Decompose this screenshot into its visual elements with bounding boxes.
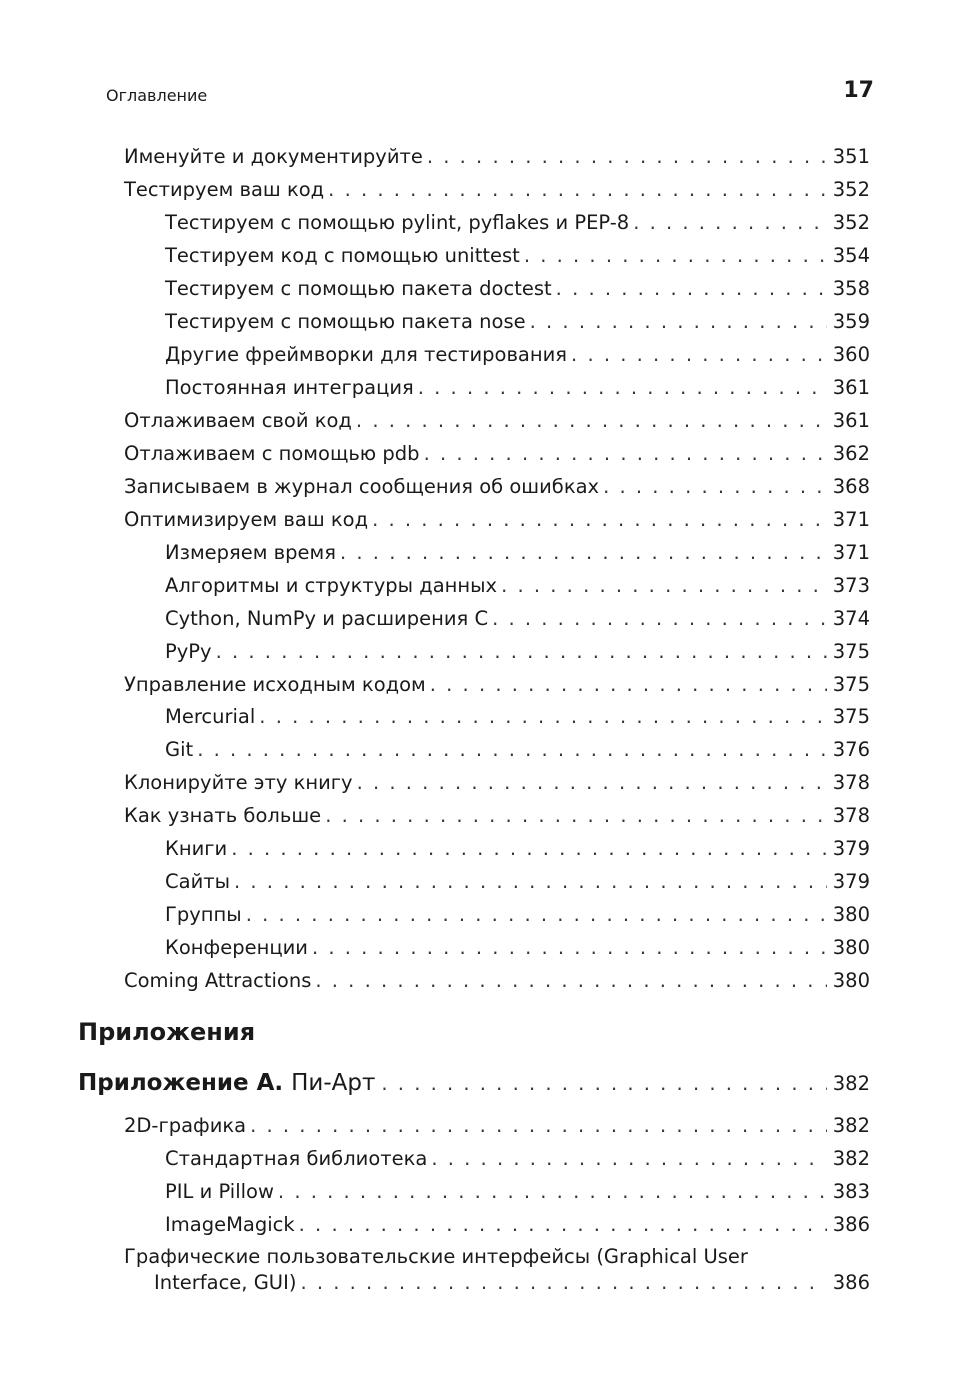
toc-entry-title: PIL и Pillow	[165, 1180, 274, 1203]
dot-leader	[231, 832, 827, 865]
toc-entry-title: Тестируем ваш код	[124, 178, 325, 201]
toc-entry-title: Тестируем с помощью pylint, pyflakes и PEP-8	[165, 211, 630, 234]
dot-leader	[325, 799, 827, 832]
dot-leader	[356, 404, 827, 437]
toc-entry	[165, 733, 870, 766]
appendix-label: Приложение А.	[78, 1070, 284, 1096]
toc-entry-page: 371	[832, 508, 870, 531]
running-title: Оглавление	[106, 86, 208, 105]
toc-entry	[124, 964, 870, 997]
toc-entry-title: Именуйте и документируйте	[124, 145, 423, 168]
toc-entry-title: Git	[165, 738, 194, 761]
toc-entry	[124, 404, 870, 437]
toc-entry	[124, 668, 870, 701]
toc-entry	[165, 1208, 870, 1241]
toc-entry	[165, 635, 870, 668]
toc-entry-title: Как узнать больше	[124, 804, 322, 827]
toc-entry-title: Стандартная библиотека	[165, 1147, 428, 1170]
toc-entry-title: Cython, NumPy и расширения C	[165, 607, 489, 630]
toc-entry-title: Управление исходным кодом	[124, 673, 426, 696]
dot-leader	[234, 865, 827, 898]
toc-entry-page: 368	[832, 475, 870, 498]
toc-entry	[165, 206, 870, 239]
toc-entry-title-line1: Графические пользовательские интерфейсы (Graphical User	[124, 1245, 748, 1268]
toc-entry-title: Клонируйте эту книгу	[124, 771, 353, 794]
dot-leader	[430, 668, 827, 701]
toc-entry	[124, 766, 870, 799]
dot-leader	[571, 338, 827, 371]
toc-entry	[165, 832, 870, 865]
toc-entry	[165, 931, 870, 964]
toc-entry	[124, 503, 870, 536]
toc-entry-title: Mercurial	[165, 705, 256, 728]
dot-leader	[197, 733, 827, 766]
toc-entry	[124, 1109, 870, 1142]
toc-entry-title: Алгоритмы и структуры данных	[165, 574, 498, 597]
toc-entry-title: Конференции	[165, 936, 308, 959]
toc-entry-page: 358	[832, 277, 870, 300]
appendix-title: Пи-Арт	[291, 1070, 376, 1096]
dot-leader	[259, 700, 826, 733]
dot-leader	[278, 1175, 827, 1208]
dot-leader	[250, 1109, 827, 1142]
dot-leader	[372, 503, 827, 536]
dot-leader	[501, 569, 827, 602]
section-heading: Приложения	[78, 1018, 256, 1046]
page-header	[106, 76, 874, 110]
toc-entry-page: 373	[832, 574, 870, 597]
toc-entry	[165, 865, 870, 898]
toc-entry-title: PyPy	[165, 640, 212, 663]
dot-leader	[603, 470, 827, 503]
toc-entry-page: 382	[832, 1147, 870, 1170]
toc-entry-page: 361	[832, 409, 870, 432]
dot-leader	[418, 371, 827, 404]
dot-leader	[556, 272, 827, 305]
toc-entry-title: Измеряем время	[165, 541, 336, 564]
dot-leader	[492, 602, 827, 635]
toc-entry-page: 360	[832, 343, 870, 366]
toc-entry-title: Тестируем с помощью пакета doctest	[165, 277, 552, 300]
dot-leader	[328, 173, 827, 206]
dot-leader	[299, 1208, 827, 1241]
dot-leader	[427, 140, 827, 173]
toc-entry	[165, 1142, 870, 1175]
page-number: 17	[843, 78, 874, 103]
appendix-entry	[78, 1070, 870, 1096]
toc-entry	[165, 338, 870, 371]
appendix-page: 382	[832, 1072, 870, 1095]
toc-entry-page: 371	[832, 541, 870, 564]
toc-entry-page: 375	[832, 673, 870, 696]
toc-entry-title: Тестируем с помощью пакета nose	[165, 310, 526, 333]
toc-entry-page: 379	[832, 870, 870, 893]
toc-entry	[165, 898, 870, 931]
toc-entry-title: Записываем в журнал сообщения об ошибках	[124, 475, 600, 498]
toc-entry	[124, 437, 870, 470]
dot-leader	[216, 635, 827, 668]
toc-entry-page: 380	[832, 969, 870, 992]
dot-leader	[431, 1142, 826, 1175]
toc-entry	[165, 272, 870, 305]
toc-entry-page: 378	[832, 804, 870, 827]
dot-leader	[315, 964, 826, 997]
toc-entry-page: 386	[832, 1271, 870, 1294]
dot-leader	[300, 1266, 826, 1299]
toc-entry-title: Постоянная интеграция	[165, 376, 414, 399]
dot-leader	[524, 239, 827, 272]
toc-entry-page: 352	[832, 211, 870, 234]
toc-entry-title: Сайты	[165, 870, 230, 893]
toc-entry	[165, 536, 870, 569]
toc-entry-page: 352	[832, 178, 870, 201]
toc-entry-title: Группы	[165, 903, 242, 926]
toc-entry-page: 380	[832, 903, 870, 926]
toc-entry-title: Оптимизируем ваш код	[124, 508, 369, 531]
toc-entry	[165, 371, 870, 404]
toc-entry	[165, 569, 870, 602]
toc-entry	[124, 173, 870, 206]
toc-entry-page: 386	[832, 1213, 870, 1236]
toc-entry	[124, 470, 870, 503]
toc-entry-page: 380	[832, 936, 870, 959]
toc-entry-page: 375	[832, 705, 870, 728]
toc-entry	[154, 1266, 870, 1299]
toc-entry-page: 354	[832, 244, 870, 267]
toc-entry-page: 351	[832, 145, 870, 168]
toc-entry-page: 378	[832, 771, 870, 794]
toc-entry-title: Другие фреймворки для тестирования	[165, 343, 568, 366]
toc-entry	[165, 305, 870, 338]
dot-leader	[340, 536, 827, 569]
toc-entry-page: 383	[832, 1180, 870, 1203]
dot-leader	[424, 437, 827, 470]
toc-entry-page: 359	[832, 310, 870, 333]
toc-entry-title: Тестируем код с помощью unittest	[165, 244, 520, 267]
toc-entry-page: 379	[832, 837, 870, 860]
toc-entry	[165, 1175, 870, 1208]
toc-entry-title: ImageMagick	[165, 1213, 295, 1236]
toc-entry-page: 361	[832, 376, 870, 399]
dot-leader	[357, 766, 827, 799]
toc-entry-page: 382	[832, 1114, 870, 1137]
toc-entry-title: Отлаживаем свой код	[124, 409, 352, 432]
toc-entry	[165, 700, 870, 733]
dot-leader	[312, 931, 827, 964]
dot-leader	[381, 1072, 826, 1095]
dot-leader	[530, 305, 827, 338]
toc-entry-page: 375	[832, 640, 870, 663]
toc-entry-page: 376	[832, 738, 870, 761]
toc-entry	[165, 239, 870, 272]
toc-entry-page: 362	[832, 442, 870, 465]
dot-leader	[246, 898, 827, 931]
toc-entry-title: Coming Attractions	[124, 969, 312, 992]
dot-leader	[633, 206, 827, 239]
toc-entry-title: Книги	[165, 837, 228, 860]
toc-entry-page: 374	[832, 607, 870, 630]
toc-entry	[124, 799, 870, 832]
toc-entry	[124, 140, 870, 173]
toc-entry-title: Отлаживаем с помощью pdb	[124, 442, 420, 465]
toc-entry-title: 2D-графика	[124, 1114, 247, 1137]
toc-entry-title-line2: Interface, GUI)	[154, 1271, 297, 1294]
toc-entry	[165, 602, 870, 635]
